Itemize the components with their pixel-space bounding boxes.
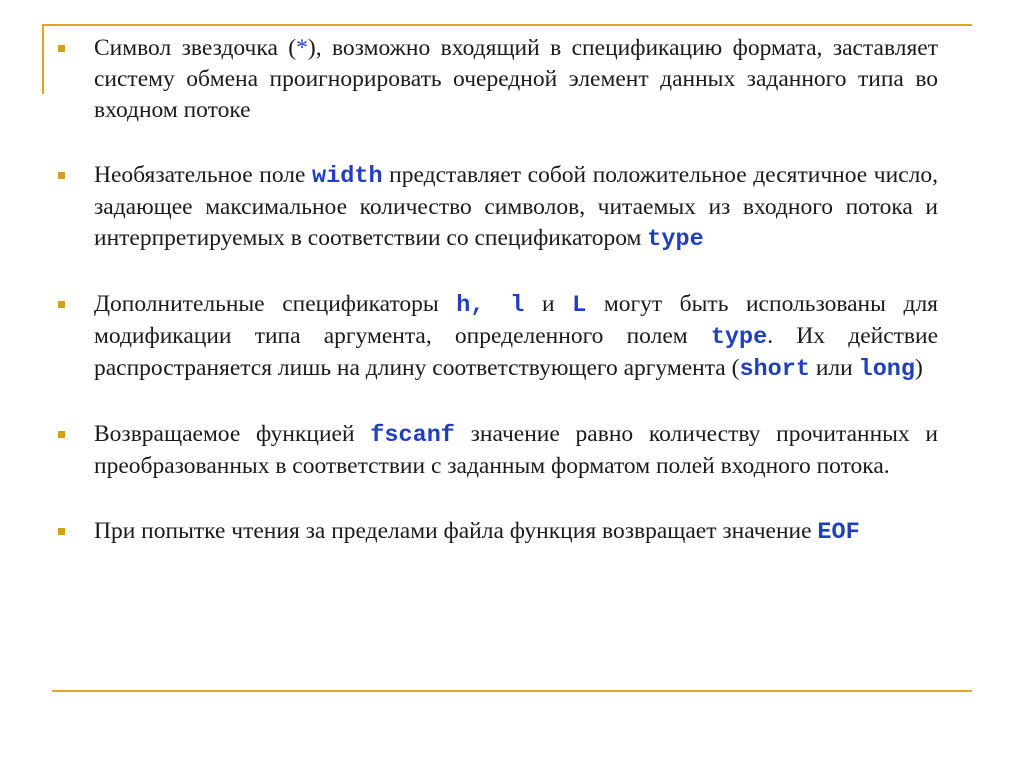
bullet-item-width	[56, 160, 938, 255]
text-run: Символ звездочка (	[94, 35, 297, 61]
text-run: . Их действие распространяется лишь на длину соответствующего аргумента (	[94, 323, 939, 381]
bullet-text	[94, 291, 938, 381]
top-divider	[42, 24, 972, 26]
square-bullet-icon	[58, 172, 65, 179]
code-keyword: fscanf	[370, 422, 455, 449]
code-keyword: short	[739, 356, 810, 383]
text-run: или	[809, 355, 859, 381]
bullet-text	[94, 421, 938, 479]
bullet-text	[94, 518, 860, 544]
code-keyword: type	[710, 324, 768, 351]
bullet-text	[94, 35, 938, 123]
asterisk-symbol: *	[296, 35, 308, 61]
code-keyword: long	[858, 356, 916, 383]
text-run: Необязательное поле	[94, 162, 313, 188]
text-run: При попытке чтения за пределами файла функция возвращает значение	[94, 518, 818, 544]
bullet-item-eof	[56, 516, 938, 548]
square-bullet-icon	[58, 431, 65, 438]
text-run: значение равно количеству прочитанных и преобразованных в соответствии с заданным форматом полей входного потока.	[94, 421, 938, 479]
slide-content	[56, 33, 938, 582]
code-keyword: L	[572, 292, 587, 319]
bullet-text	[94, 162, 938, 251]
bullet-item-fscanf	[56, 419, 938, 482]
left-accent-bar	[42, 24, 44, 94]
text-run: )	[915, 355, 923, 381]
code-keyword: width	[312, 163, 383, 190]
square-bullet-icon	[58, 301, 65, 308]
bullet-item-modifiers	[56, 289, 938, 385]
text-run: и	[524, 291, 573, 317]
square-bullet-icon	[58, 45, 65, 52]
text-run: Дополнительные спецификаторы	[94, 291, 457, 317]
bullet-item-asterisk	[56, 33, 938, 126]
bottom-divider	[52, 690, 972, 692]
text-run: ), возможно входящий в спецификацию формата, заставляет систему обмена проигнорировать очередной элемент данных заданного типа во входном потоке	[94, 35, 938, 123]
text-run: представляет собой положительное десятичное число, задающее максимальное количество символов, читаемых из входного потока и интерпретируемых в соответствии со спецификатором	[94, 162, 938, 251]
text-run: могут быть использованы для модификации типа аргумента, определенного полем	[94, 291, 938, 349]
text-run: Возвращаемое функцией	[94, 421, 371, 447]
code-keyword: h, l	[456, 292, 525, 319]
code-keyword: EOF	[817, 519, 860, 546]
square-bullet-icon	[58, 528, 65, 535]
code-keyword: type	[647, 226, 704, 253]
